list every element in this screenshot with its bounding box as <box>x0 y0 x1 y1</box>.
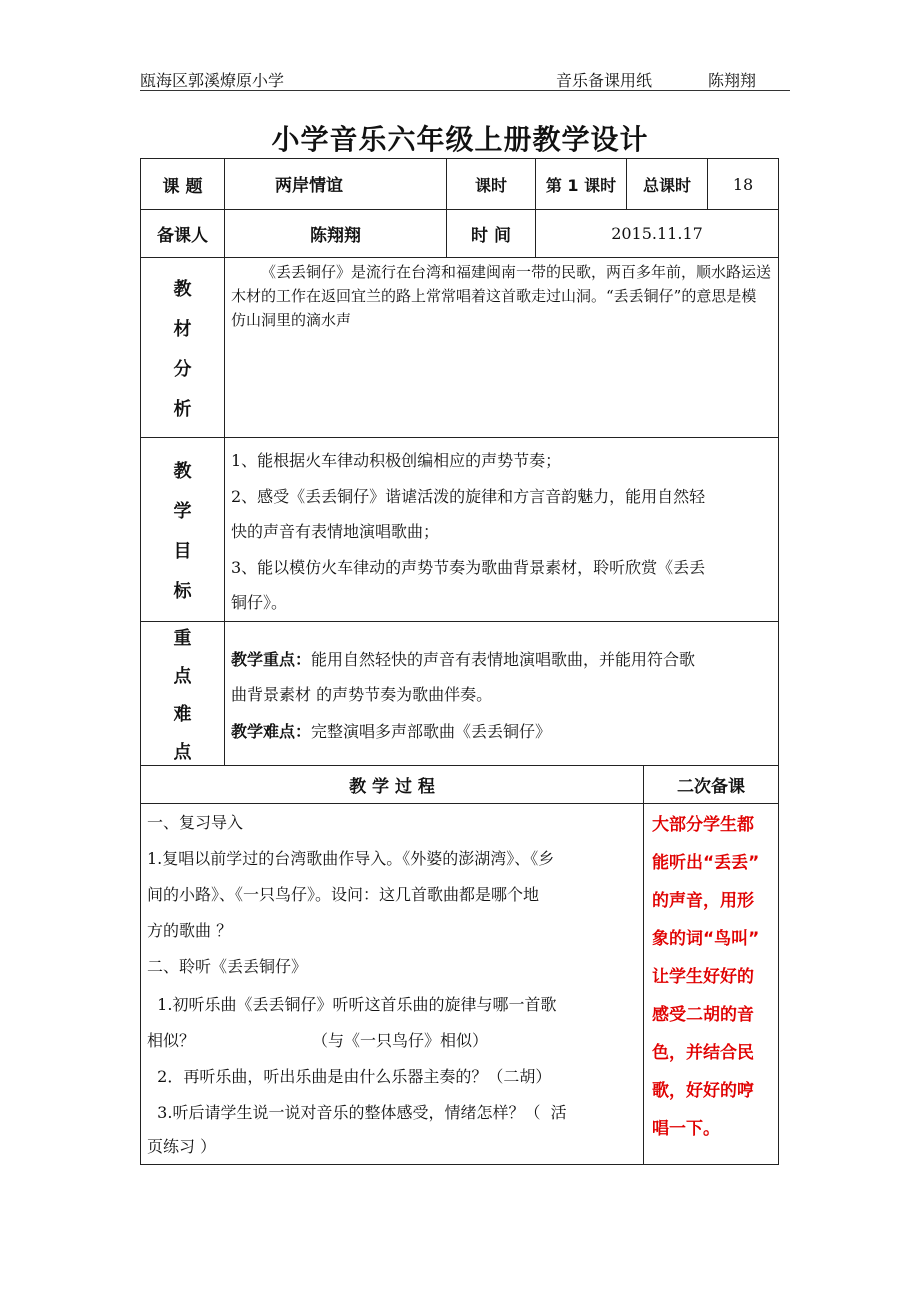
analysis-label <box>140 257 225 438</box>
focus-line-2: 曲背景素材 的声势节奏为歌曲伴奏。 <box>231 685 493 704</box>
period-label: 课时 <box>446 158 536 210</box>
period-value: 第 1 课时 <box>535 158 627 210</box>
process-line: 方的歌曲 ？ <box>147 921 233 940</box>
analysis-label-char: 析 <box>173 398 192 420</box>
goal-line: 1、能根据火车律动积极创编相应的声势节奏； <box>231 451 562 470</box>
focus-text: 能用自然轻快的声音有表情地演唱歌曲，并能用符合歌 <box>311 650 696 669</box>
secondary-prep-header: 二次备课 <box>643 765 779 804</box>
goals-label-char: 学 <box>173 500 192 522</box>
process-line: 3.听后请学生说一说对音乐的整体感受，情绪怎样？（ 活 <box>147 1103 567 1122</box>
note-line: 歌，好好的哼 <box>652 1081 754 1101</box>
goals-label-char: 教 <box>173 460 192 482</box>
total-label: 总课时 <box>626 158 708 210</box>
school-name: 瓯海区郭溪燎原小学 <box>140 71 285 90</box>
analysis-cell <box>224 257 779 438</box>
goal-line: 铜仔》。 <box>231 593 288 612</box>
focus-line <box>231 647 695 670</box>
key-label-char: 难 <box>173 703 192 725</box>
total-value: 18 <box>707 158 779 210</box>
note-line: 大部分学生都 <box>652 815 754 835</box>
time-label: 时 间 <box>446 209 536 258</box>
analysis-label-char: 材 <box>173 318 192 340</box>
goals-cell <box>224 437 779 622</box>
note-line: 感受二胡的音 <box>652 1005 754 1025</box>
preparer-label: 备课人 <box>140 209 225 258</box>
key-label-char: 点 <box>173 741 192 763</box>
focus-label: 教学重点： <box>231 650 312 669</box>
paper-type: 音乐备课用纸 <box>556 71 653 90</box>
process-line: 相似？ （与《一只鸟仔》相似） <box>147 1031 488 1050</box>
key-label-char: 重 <box>173 627 192 649</box>
page-title: 小学音乐六年级上册教学设计 <box>271 123 649 156</box>
goal-line: 2、感受《丢丢铜仔》谐谑活泼的旋律和方言音韵魅力，能用自然轻 <box>231 487 706 506</box>
topic-value: 两岸情谊 <box>224 158 447 210</box>
goals-label-char: 目 <box>173 540 192 562</box>
process-line: 间的小路》、《一只鸟仔》。设问：这几首歌曲都是哪个地 <box>147 885 540 904</box>
preparer-value: 陈翔翔 <box>224 209 447 258</box>
process-content <box>140 803 644 1165</box>
analysis-label-char: 分 <box>173 358 192 380</box>
process-line: 1.初听乐曲《丢丢铜仔》听听这首乐曲的旋律与哪一首歌 <box>147 995 557 1014</box>
note-line: 让学生好好的 <box>652 967 754 987</box>
page-header <box>140 66 790 91</box>
key-points-label <box>140 621 225 766</box>
note-line: 色，并结合民 <box>652 1043 754 1063</box>
goals-label-char: 标 <box>173 580 192 602</box>
difficulty-text: 完整演唱多声部歌曲《丢丢铜仔》 <box>311 722 552 741</box>
process-line: 1.复唱以前学过的台湾歌曲作导入。《外婆的澎湖湾》、《乡 <box>147 849 555 868</box>
goal-line: 3、能以模仿火车律动的声势节奏为歌曲背景素材，聆听欣赏《丢丢 <box>231 558 706 577</box>
process-line: 页练习 ） <box>147 1137 217 1156</box>
goal-line: 快的声音有表情地演唱歌曲； <box>231 522 440 541</box>
note-line: 的声音，用形 <box>652 891 754 911</box>
analysis-text: 《丢丢铜仔》是流行在台湾和福建闽南一带的民歌，两百多年前，顺水路运送木材的工作在返回宜兰的路上常常唱着这首歌走过山洞。“丢丢铜仔”的意思是模仿山洞里的滴水声 <box>231 263 772 329</box>
topic-label: 课 题 <box>140 158 225 210</box>
key-points-cell <box>224 621 779 766</box>
difficulty-label: 教学难点： <box>231 722 312 741</box>
note-line: 象的词“鸟叫” <box>652 929 760 949</box>
goals-label <box>140 437 225 622</box>
header-author: 陈翔翔 <box>708 71 757 90</box>
process-line: 一、复习导入 <box>147 813 244 832</box>
secondary-prep-notes <box>643 803 779 1165</box>
note-line: 能听出“丢丢” <box>652 853 760 873</box>
difficulty-line <box>231 719 551 742</box>
analysis-label-char: 教 <box>173 278 192 300</box>
process-line: 2．再听乐曲，听出乐曲是由什么乐器主奏的？（二胡） <box>147 1067 552 1086</box>
process-line: 二、聆听《丢丢铜仔》 <box>147 957 308 976</box>
process-header: 教 学 过 程 <box>140 765 644 804</box>
note-line: 唱一下。 <box>652 1119 720 1139</box>
time-value: 2015.11.17 <box>535 209 779 258</box>
key-label-char: 点 <box>173 665 192 687</box>
